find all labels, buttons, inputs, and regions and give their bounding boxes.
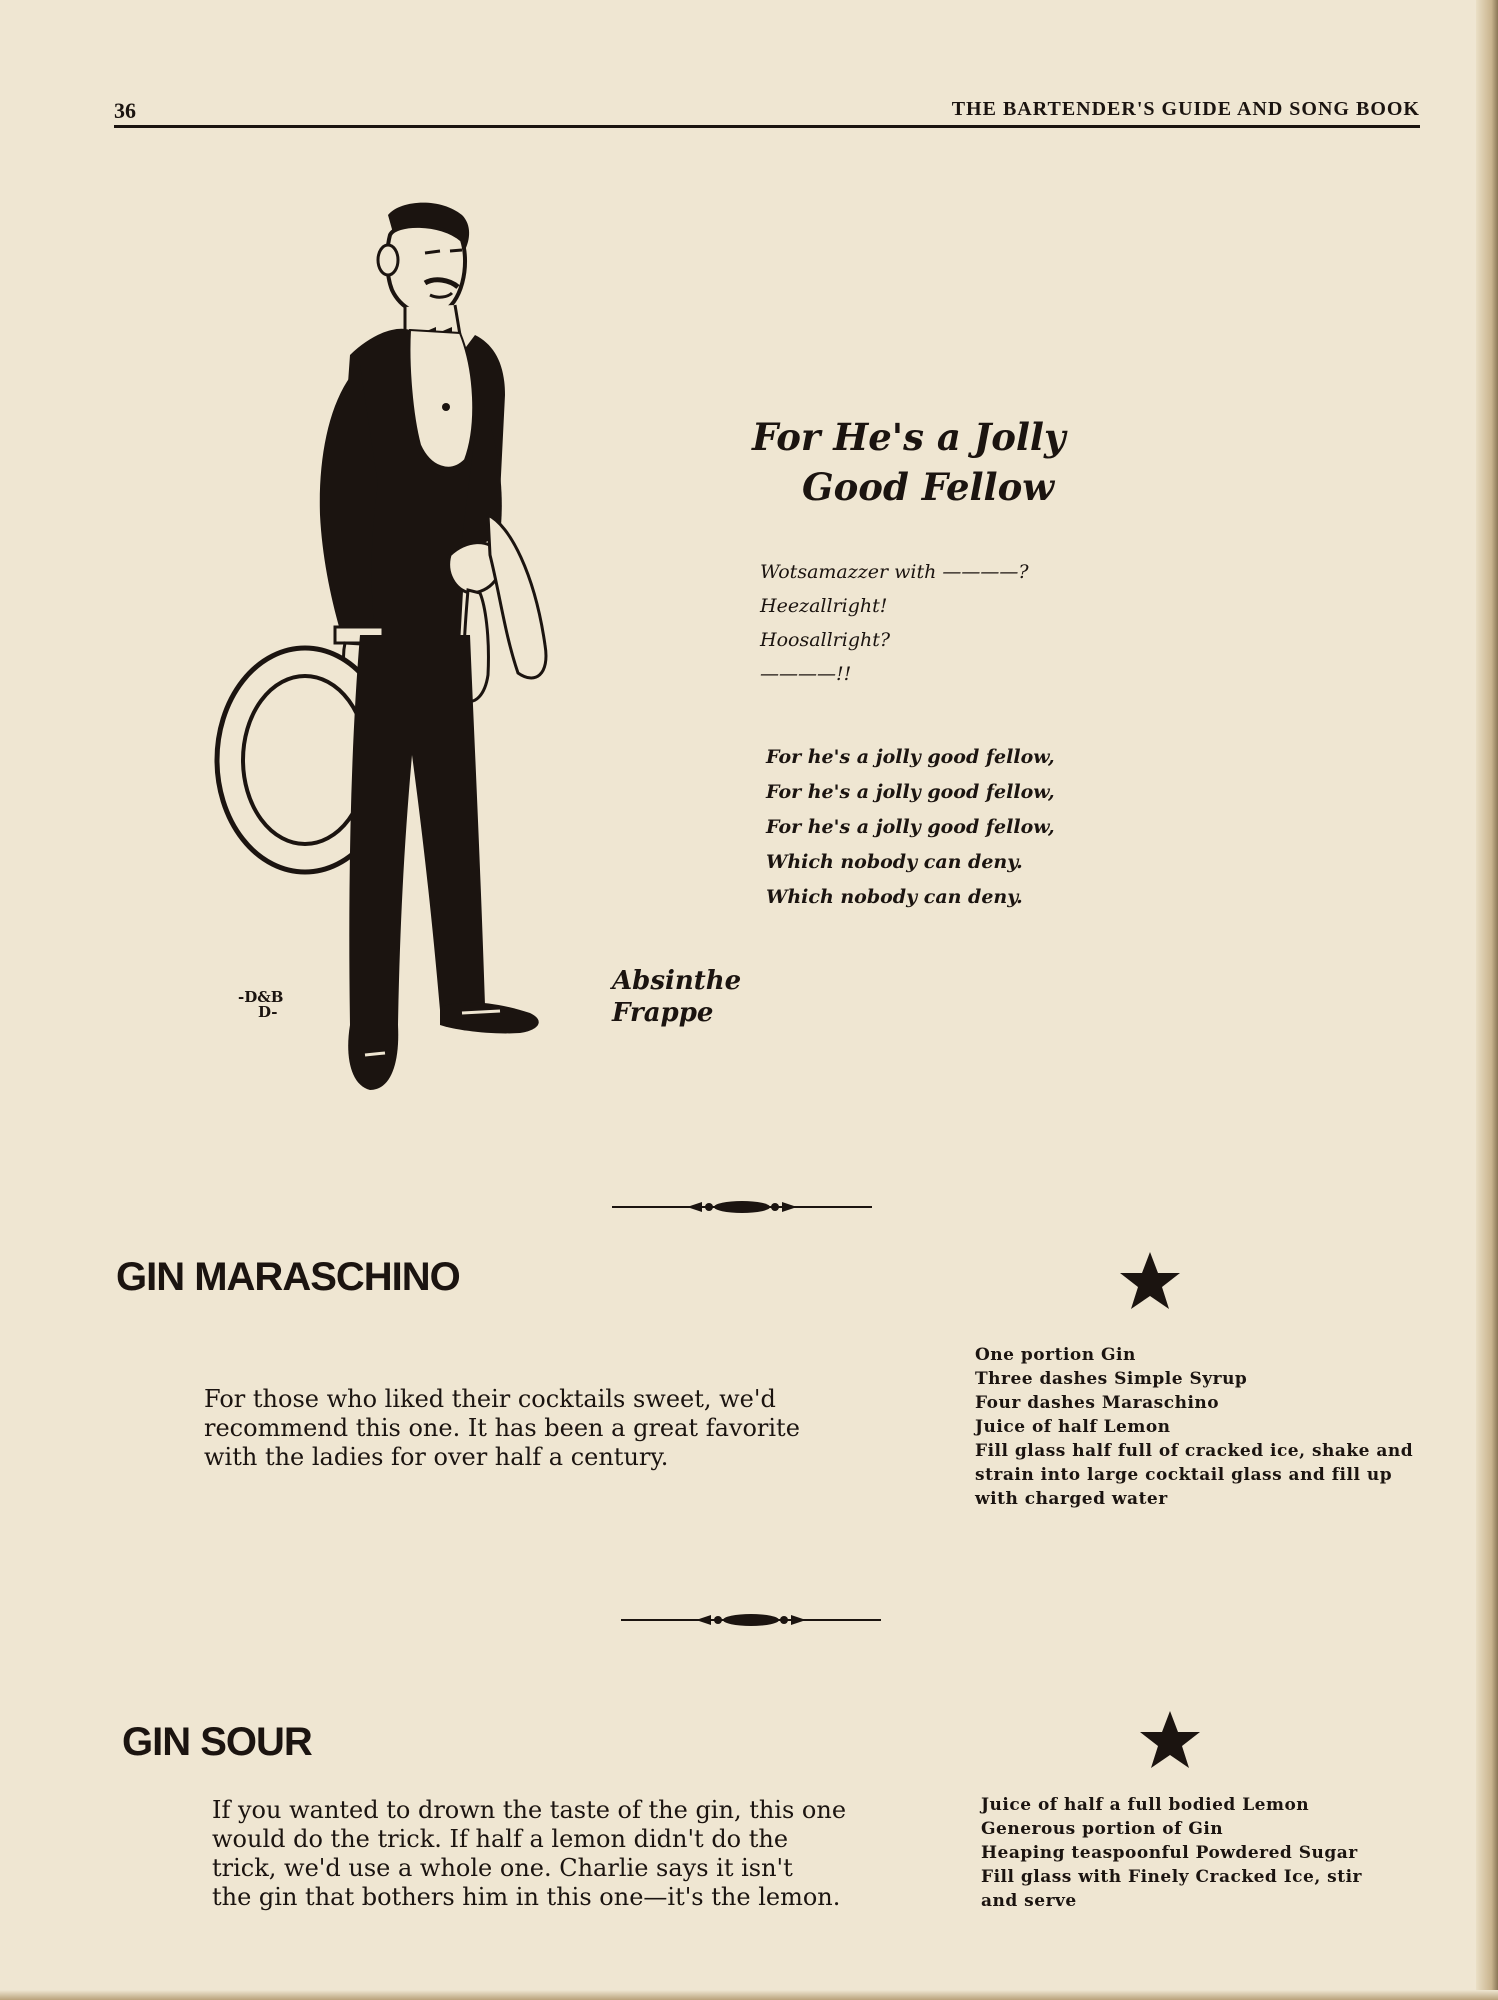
illustration-caption <box>612 965 741 1029</box>
song-verse <box>766 740 1055 915</box>
song-dialogue <box>760 555 1029 691</box>
description-line: recommend this one. It has been a great favorite <box>204 1414 800 1442</box>
waiter-illustration <box>200 195 570 1115</box>
artist-signature <box>238 990 283 1020</box>
verse-line: For he's a jolly good fellow, <box>766 746 1055 768</box>
ingredient-line: Fill glass half full of cracked ice, shake and <box>975 1441 1414 1461</box>
page-edge <box>0 1990 1498 2000</box>
star-icon <box>1138 1709 1202 1771</box>
ingredient-line: with charged water <box>975 1489 1168 1509</box>
song-title <box>752 412 1066 512</box>
page-edge <box>1476 0 1498 2000</box>
verse-line: For he's a jolly good fellow, <box>766 781 1055 803</box>
ingredient-line: Juice of half a full bodied Lemon <box>981 1795 1310 1815</box>
signature-line: -D&B <box>238 988 284 1006</box>
recipe-ingredients <box>975 1343 1413 1511</box>
recipe-ingredients <box>981 1793 1362 1913</box>
ingredient-line: Three dashes Simple Syrup <box>975 1369 1248 1389</box>
signature-line: D- <box>258 1003 278 1021</box>
dialogue-line: Hoosallright? <box>760 629 891 651</box>
ingredient-line: Generous portion of Gin <box>981 1819 1224 1839</box>
ingredient-line: strain into large cocktail glass and fill up <box>975 1465 1393 1485</box>
dialogue-line: Wotsamazzer with ————? <box>760 561 1029 583</box>
header-rule <box>114 125 1420 128</box>
ingredient-line: Four dashes Maraschino <box>975 1393 1220 1413</box>
description-line: trick, we'd use a whole one. Charlie says it isn't <box>212 1854 793 1882</box>
ingredient-line: Heaping teaspoonful Powdered Sugar <box>981 1843 1358 1863</box>
verse-line: Which nobody can deny. <box>766 886 1023 908</box>
recipe-description <box>212 1796 846 1912</box>
description-line: the gin that bothers him in this one—it's the lemon. <box>212 1883 841 1911</box>
description-line: For those who liked their cocktails sweet, we'd <box>204 1385 776 1413</box>
description-line: If you wanted to drown the taste of the gin, this one <box>212 1796 847 1824</box>
caption-line: Absinthe <box>612 966 742 996</box>
recipe-title: GIN SOUR <box>122 1720 312 1764</box>
ingredient-line: Fill glass with Finely Cracked Ice, stir <box>981 1867 1363 1887</box>
dialogue-line: Heezallright! <box>760 595 888 617</box>
description-line: would do the trick. If half a lemon didn't do the <box>212 1825 789 1853</box>
ingredient-line: and serve <box>981 1891 1077 1911</box>
page-number: 36 <box>114 98 136 123</box>
ingredient-line: Juice of half Lemon <box>975 1417 1171 1437</box>
song-title-line: For He's a Jolly <box>752 415 1066 459</box>
verse-line: Which nobody can deny. <box>766 851 1023 873</box>
star-icon <box>1118 1250 1182 1312</box>
running-head: THE BARTENDER'S GUIDE AND SONG BOOK <box>951 98 1420 120</box>
caption-line: Frappe <box>612 998 714 1028</box>
description-line: with the ladies for over half a century. <box>204 1443 669 1471</box>
ornament-divider-icon <box>612 1197 872 1217</box>
dialogue-line: ————!! <box>760 663 852 685</box>
recipe-description <box>204 1385 800 1472</box>
ingredient-line: One portion Gin <box>975 1345 1136 1365</box>
recipe-title: GIN MARASCHINO <box>116 1255 460 1299</box>
ornament-divider-icon <box>620 1610 882 1630</box>
verse-line: For he's a jolly good fellow, <box>766 816 1055 838</box>
song-title-line: Good Fellow <box>802 465 1055 509</box>
